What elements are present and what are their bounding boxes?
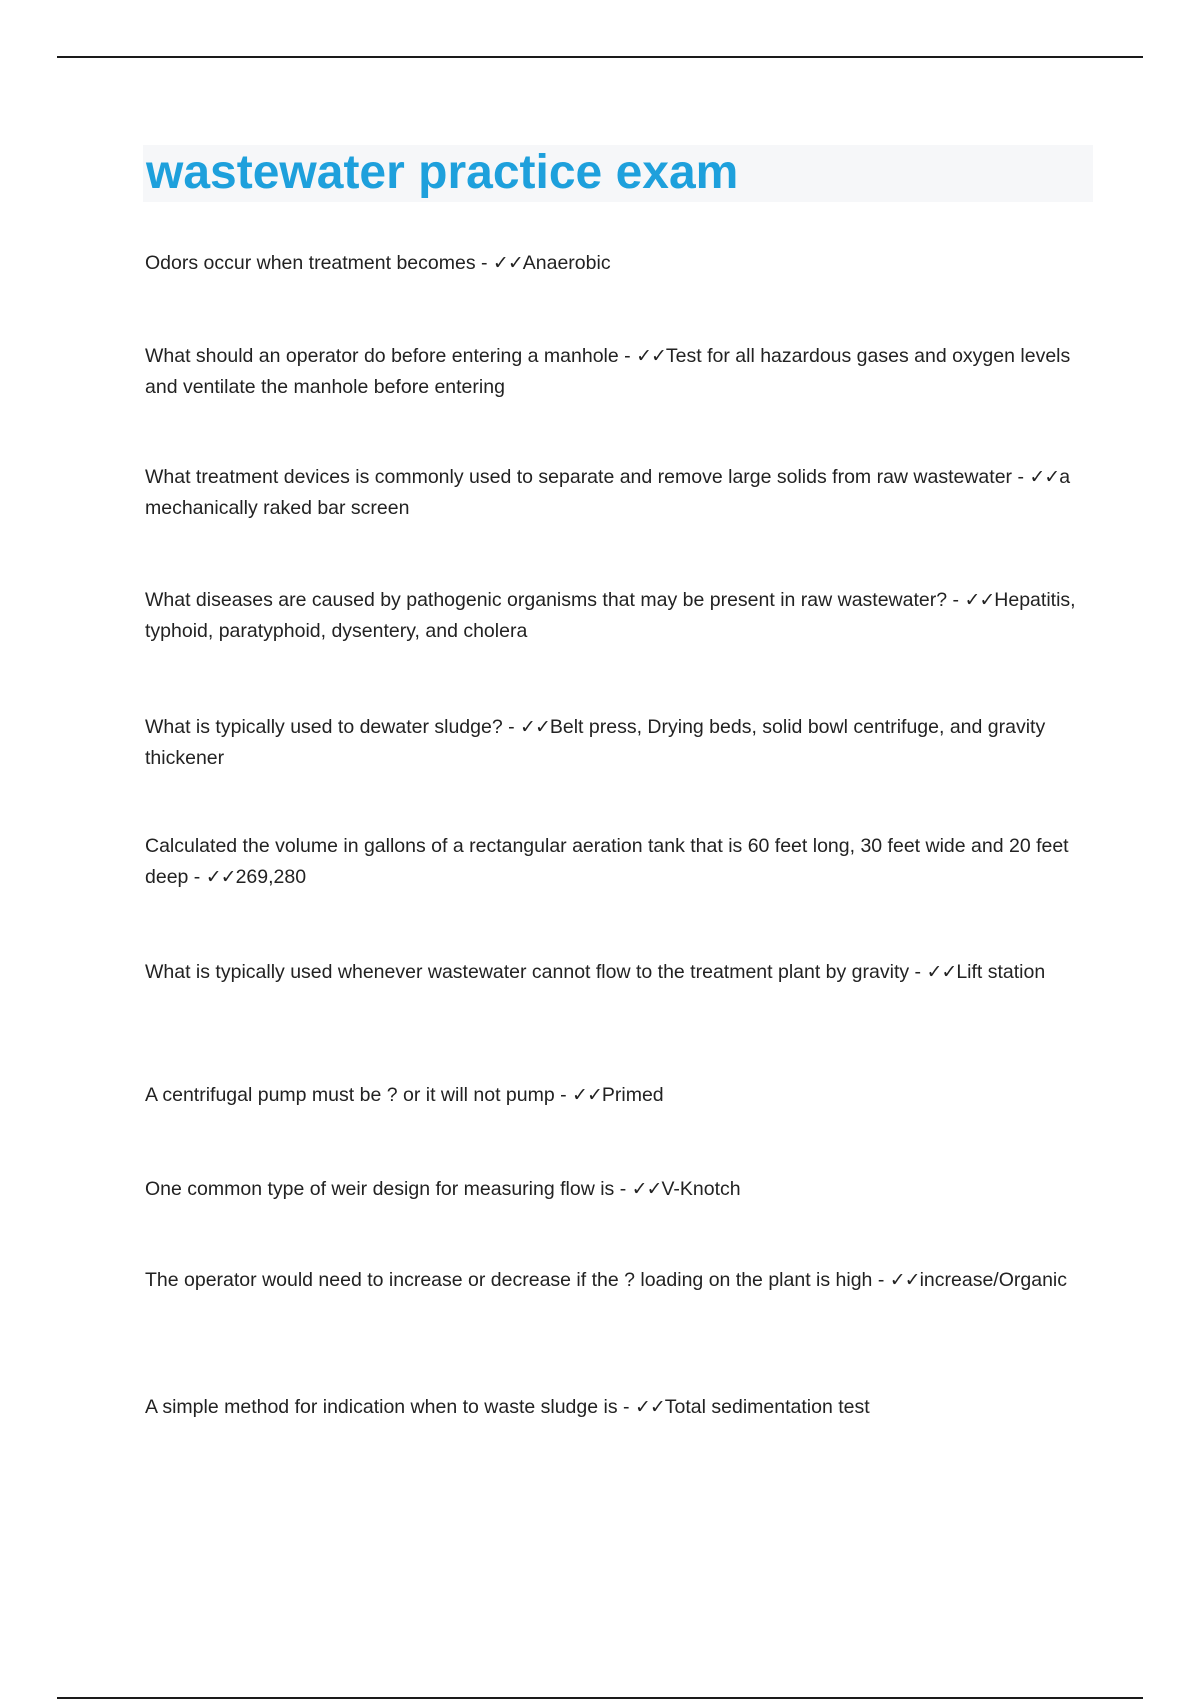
check-icon: ✓✓ [631, 1178, 662, 1200]
answer-text: Belt press, Drying beds, solid bowl centrifuge, and gravity thickener [145, 716, 1046, 769]
answer-text: Test for all hazardous gases and oxygen levels and ventilate the manhole before entering [145, 345, 1071, 398]
question-text: A simple method for indication when to waste sludge is [145, 1396, 618, 1418]
qa-item [145, 462, 1095, 524]
check-icon: ✓✓ [634, 1396, 665, 1418]
qa-item [145, 248, 1095, 279]
qa-item [145, 831, 1095, 893]
qa-item [145, 1080, 1095, 1111]
answer-text: a mechanically raked bar screen [145, 466, 1071, 519]
check-icon: ✓✓ [636, 345, 666, 367]
check-icon: ✓✓ [1029, 466, 1060, 488]
answer-text: increase/Organic [919, 1269, 1067, 1291]
check-icon: ✓✓ [889, 1269, 920, 1291]
qa-item [145, 341, 1095, 403]
separator: - [618, 345, 637, 367]
qa-item [145, 957, 1095, 988]
check-icon: ✓✓ [492, 252, 523, 274]
question-text: Calculated the volume in gallons of a rectangular aeration tank that is 60 feet long, 30 feet wide and 20 feet deep [145, 835, 1069, 888]
answer-text: Lift station [956, 961, 1046, 983]
separator: - [872, 1269, 890, 1291]
question-text: The operator would need to increase or decrease if the ? loading on the plant is high [145, 1269, 873, 1291]
check-icon: ✓✓ [572, 1084, 602, 1106]
question-text: What is typically used to dewater sludge? [145, 716, 503, 738]
separator: - [502, 716, 521, 738]
question-text: What treatment devices is commonly used to separate and remove large solids from raw wastewater [145, 466, 1013, 488]
separator: - [1012, 466, 1030, 488]
question-text: What should an operator do before entering a manhole [145, 345, 619, 367]
check-icon: ✓✓ [205, 866, 236, 888]
separator: - [475, 252, 493, 274]
separator: - [617, 1396, 635, 1418]
top-rule [57, 56, 1143, 58]
qa-item [145, 585, 1095, 647]
qa-item [145, 1174, 1095, 1205]
qa-item [145, 1392, 1095, 1423]
qa-item [145, 1265, 1095, 1296]
check-icon: ✓✓ [964, 589, 995, 611]
question-text: What diseases are caused by pathogenic organisms that may be present in raw wastewater? [145, 589, 948, 611]
qa-item [145, 712, 1095, 774]
separator: - [947, 589, 965, 611]
answer-text: Total sedimentation test [664, 1396, 870, 1418]
check-icon: ✓✓ [520, 716, 550, 738]
answer-text: 269,280 [235, 866, 307, 888]
answer-text: Hepatitis, typhoid, paratyphoid, dysentery, and cholera [145, 589, 1076, 642]
page-title: wastewater practice exam [146, 146, 739, 199]
question-text: One common type of weir design for measuring flow is [145, 1178, 615, 1200]
separator: - [909, 961, 927, 983]
separator: - [188, 866, 206, 888]
bottom-rule [57, 1697, 1143, 1699]
question-text: Odors occur when treatment becomes [145, 252, 476, 274]
answer-text: V-Knotch [661, 1178, 741, 1200]
check-icon: ✓✓ [926, 961, 957, 983]
question-text: A centrifugal pump must be ? or it will not pump [145, 1084, 555, 1106]
separator: - [614, 1178, 632, 1200]
separator: - [554, 1084, 573, 1106]
answer-text: Anaerobic [522, 252, 611, 274]
answer-text: Primed [601, 1084, 664, 1106]
question-text: What is typically used whenever wastewater cannot flow to the treatment plant by gravity [145, 961, 910, 983]
